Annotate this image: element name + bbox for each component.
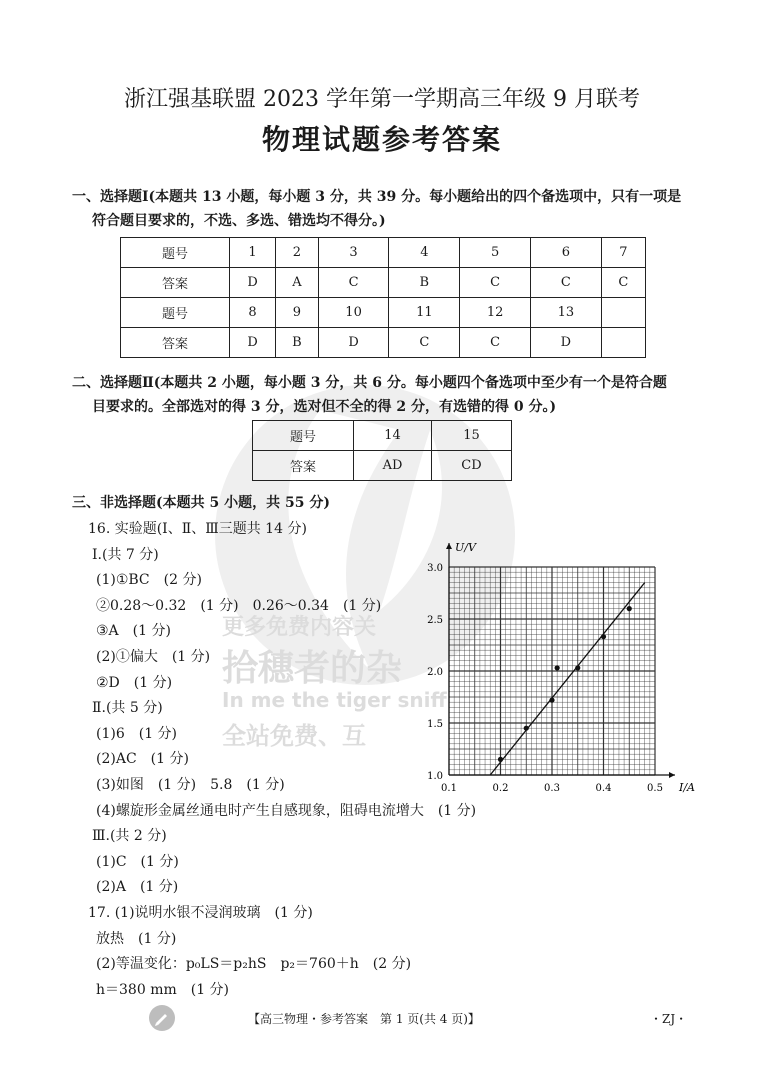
section1-table-row-label: 题号: [121, 238, 230, 268]
answer-line: ③A (1 分): [96, 623, 171, 640]
x-tick-label: 0.1: [441, 783, 457, 794]
section1-table-row-label: 答案: [121, 268, 230, 298]
data-point: [601, 634, 606, 639]
section1-table-cell: 5: [460, 238, 531, 268]
section2-table-cell: CD: [431, 451, 511, 481]
y-axis-label: U/V: [455, 541, 476, 554]
section1-table-row: [121, 328, 646, 358]
section2-table-cell: AD: [354, 451, 432, 481]
answer-line: (1)6 (1 分): [96, 725, 178, 742]
section2-table-cell: 14: [354, 421, 432, 451]
answer-line: Ⅱ.(共 5 分): [92, 700, 163, 717]
section1-table-row: [121, 238, 646, 268]
data-point: [555, 665, 560, 670]
section2-table-row: [253, 451, 512, 481]
section1-table-cell: 13: [530, 298, 601, 328]
answer-line: 16. 实验题(Ⅰ、Ⅱ、Ⅲ三题共 14 分): [88, 521, 307, 537]
section1-heading-line1: 一、选择题Ⅰ(本题共 13 小题，每小题 3 分，共 39 分。每小题给出的四个备选项中，只有一项是: [72, 189, 682, 205]
section1-table-cell: 12: [460, 298, 531, 328]
data-point: [498, 757, 503, 762]
section1-table-cell: [601, 328, 645, 358]
section1-table-cell: C: [389, 328, 460, 358]
x-tick-label: 0.4: [595, 783, 612, 794]
section3-heading: 三、非选择题(本题共 5 小题，共 55 分): [72, 495, 330, 511]
section2-table-cell: 15: [431, 421, 511, 451]
section1-table-cell: C: [318, 268, 389, 298]
watermark-text-3: In me the tiger sniff: [222, 688, 447, 712]
x-tick-label: 0.5: [647, 783, 663, 794]
section2-heading-line1: 二、选择题Ⅱ(本题共 2 小题，每小题 3 分，共 6 分。每小题四个备选项中至少有一个是符合题: [72, 375, 667, 391]
x-axis-label: I/A: [679, 781, 695, 794]
section1-table-cell: B: [276, 328, 319, 358]
document-title: 浙江强基联盟 2023 学年第一学期高三年级 9 月联考: [124, 87, 640, 112]
answer-line: ②D (1 分): [96, 674, 173, 691]
watermark-text-1: 更多免费内容关: [222, 614, 377, 640]
y-tick-label: 1.5: [427, 719, 443, 730]
data-point: [575, 665, 580, 670]
watermark-text-4: 全站免费、互: [222, 721, 366, 750]
section2-table-row: [253, 421, 512, 451]
section1-table-cell: [601, 298, 645, 328]
document-subtitle: 物理试题参考答案: [261, 123, 502, 156]
answer-line: (2)AC (1 分): [96, 751, 189, 768]
section1-table-cell: 4: [389, 238, 460, 268]
watermark-text-2: 拾穗者的杂: [222, 647, 403, 689]
section1-table-cell: D: [318, 328, 389, 358]
pencil-icon: [148, 1004, 176, 1032]
y-tick-label: 1.0: [427, 771, 443, 782]
section1-table-cell: 8: [229, 298, 275, 328]
section1-table-row-label: 题号: [121, 298, 230, 328]
footer-page-info: 【高三物理・参考答案 第 1 页(共 4 页)】: [248, 1012, 480, 1026]
section1-table-cell: C: [460, 328, 531, 358]
section1-table-cell: 10: [318, 298, 389, 328]
u-i-graph: [415, 535, 695, 800]
answer-line: 放热 (1 分): [96, 930, 177, 947]
answer-line: (2)①偏大 (1 分): [96, 649, 211, 665]
section1-table-cell: 7: [601, 238, 645, 268]
answer-line: (1)①BC (2 分): [96, 572, 202, 589]
section1-table-cell: C: [601, 268, 645, 298]
answer-line: (1)C (1 分): [96, 853, 179, 870]
section1-table-cell: C: [530, 268, 601, 298]
answer-line: (2)等温变化：p₀LS＝p₂hS p₂＝760＋h (2 分): [96, 956, 412, 973]
y-tick-label: 2.5: [427, 615, 443, 626]
answer-line: h＝380 mm (1 分): [96, 981, 230, 998]
answer-line: Ⅲ.(共 2 分): [92, 828, 167, 845]
section1-table-cell: B: [389, 268, 460, 298]
data-point: [627, 606, 632, 611]
section1-table-cell: 2: [276, 238, 319, 268]
answer-line: Ⅰ.(共 7 分): [92, 546, 159, 563]
section2-table-row-label: 答案: [253, 451, 354, 481]
section1-table-row: [121, 298, 646, 328]
answer-line: (2)A (1 分): [96, 879, 179, 896]
section1-heading-line2: 符合题目要求的，不选、多选、错选均不得分。): [92, 213, 386, 229]
section1-table-row-label: 答案: [121, 328, 230, 358]
section1-table-row: [121, 268, 646, 298]
section1-table-cell: 9: [276, 298, 319, 328]
answer-line: 17. (1)说明水银不浸润玻璃 (1 分): [88, 905, 313, 921]
data-point: [524, 726, 529, 731]
section1-table-cell: D: [229, 268, 275, 298]
answer-line: (4)螺旋形金属丝通电时产生自感现象，阻碍电流增大 (1 分): [96, 802, 477, 819]
section1-table-cell: 11: [389, 298, 460, 328]
section1-answer-table: [120, 237, 646, 358]
y-tick-label: 3.0: [427, 563, 443, 574]
section1-table-cell: D: [229, 328, 275, 358]
section2-heading-line2: 目要求的。全部选对的得 3 分，选对但不全的得 2 分，有选错的得 0 分。): [92, 399, 557, 415]
section1-table-cell: C: [460, 268, 531, 298]
footer-region-code: ・ZJ・: [650, 1012, 688, 1026]
section1-table-cell: 3: [318, 238, 389, 268]
answer-line: ②0.28～0.32 (1 分) 0.26～0.34 (1 分): [96, 597, 382, 614]
section1-table-cell: 1: [229, 238, 275, 268]
y-axis-arrow: [446, 543, 452, 549]
y-tick-label: 2.0: [427, 667, 443, 678]
x-tick-label: 0.3: [544, 783, 560, 794]
section1-table-cell: 6: [530, 238, 601, 268]
section2-table-row-label: 题号: [253, 421, 354, 451]
section1-table-cell: A: [276, 268, 319, 298]
section1-table-cell: D: [530, 328, 601, 358]
section2-answer-table: [252, 420, 512, 481]
answer-line: (3)如图 (1 分) 5.8 (1 分): [96, 777, 285, 793]
data-point: [549, 698, 554, 703]
x-tick-label: 0.2: [492, 783, 509, 794]
x-axis-arrow: [669, 772, 675, 778]
